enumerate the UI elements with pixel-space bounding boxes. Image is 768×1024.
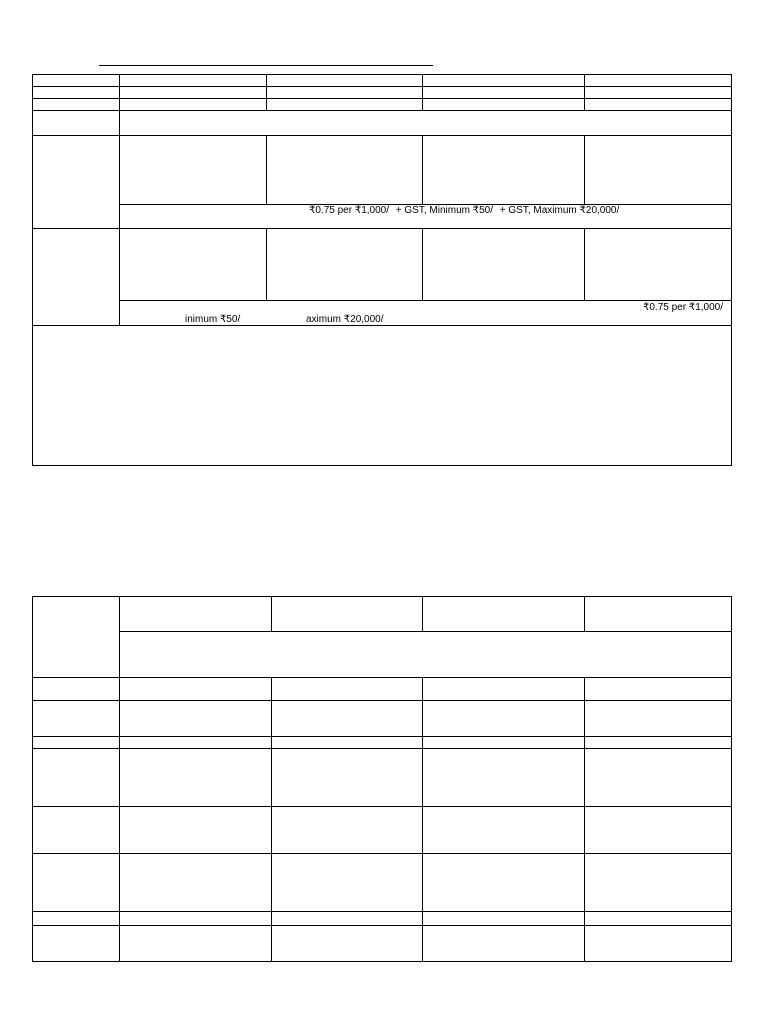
- charges-row-a: [309, 205, 619, 217]
- table2-row-line: [32, 806, 732, 807]
- table1-row-line: [32, 135, 732, 136]
- table2-subrow-line: [119, 631, 732, 632]
- table2-col-line: [271, 677, 272, 962]
- table2-col-line: [422, 677, 423, 962]
- table2-row-line: [32, 736, 732, 737]
- table2-col-line: [271, 596, 272, 631]
- table2-row-line: [32, 677, 732, 678]
- charge-rate-b: ₹0.75 per ₹1,000/: [643, 302, 723, 313]
- table1-col-line: [266, 135, 267, 204]
- charge-maximum-b: aximum ₹20,000/: [306, 314, 384, 325]
- table1-row-line: [32, 86, 732, 87]
- charge-rate: ₹0.75 per ₹1,000/: [309, 205, 389, 216]
- table2-row-line: [32, 700, 732, 701]
- table1-col-line: [584, 135, 585, 204]
- table2-col-line: [584, 596, 585, 631]
- table1-row-line: [32, 228, 732, 229]
- charge-minimum-b: inimum ₹50/: [185, 314, 241, 325]
- table1-row-line: [32, 98, 732, 99]
- charge-gst-maximum: + GST, Maximum ₹20,000/: [497, 205, 620, 216]
- table1-col-line: [266, 228, 267, 300]
- table2-row-line: [32, 853, 732, 854]
- table1-col-line: [584, 74, 585, 110]
- fee-table-2: [32, 596, 732, 962]
- table1-subrow-line: [119, 300, 732, 301]
- table1-col-line: [584, 228, 585, 300]
- table2-col-line: [119, 596, 120, 962]
- table2-col-line: [584, 677, 585, 962]
- table1-col-line: [266, 74, 267, 110]
- table2-row-line: [32, 925, 732, 926]
- charge-gst-minimum: + GST, Minimum ₹50/: [393, 205, 493, 216]
- fee-table-1: [32, 74, 732, 466]
- table1-col-line: [422, 74, 423, 110]
- table1-col-line: [119, 74, 120, 325]
- table2-row-line: [32, 911, 732, 912]
- table2-row-line: [32, 748, 732, 749]
- table1-row-line: [32, 110, 732, 111]
- table2-col-line: [422, 596, 423, 631]
- title-underline: [99, 65, 433, 66]
- table1-col-line: [422, 135, 423, 204]
- table1-col-line: [422, 228, 423, 300]
